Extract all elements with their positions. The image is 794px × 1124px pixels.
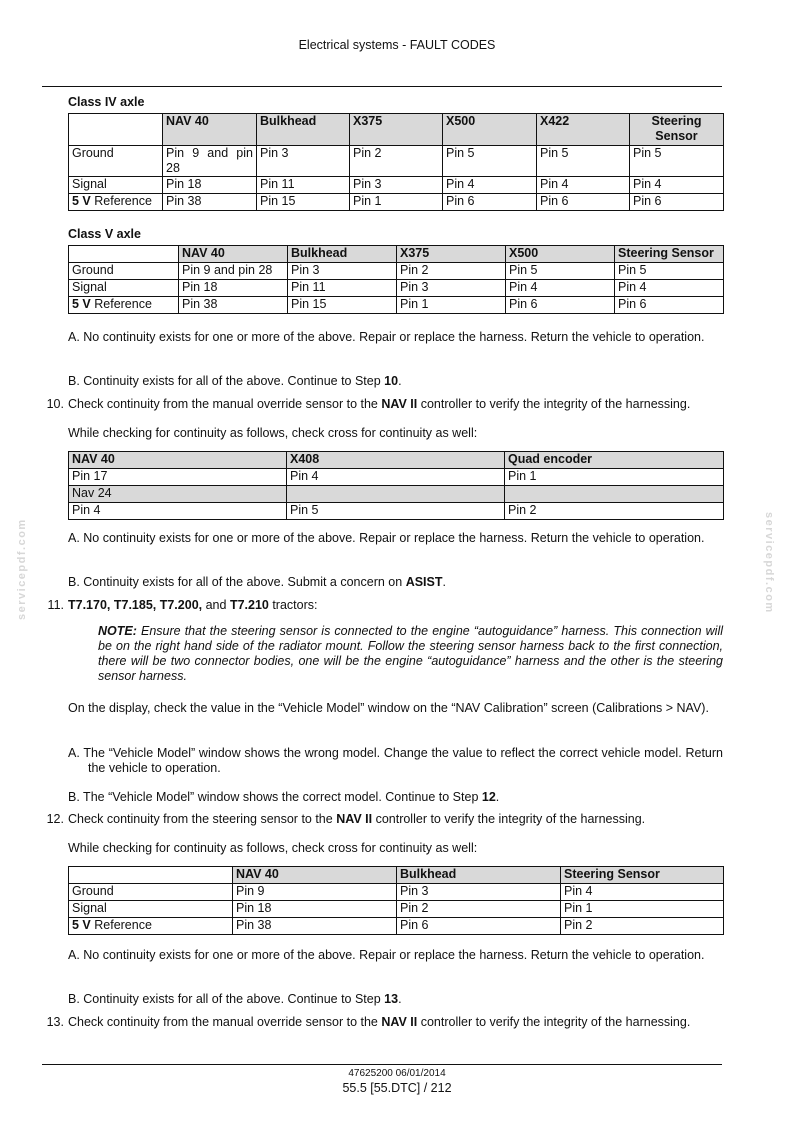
step-text-end: controller to verify the integrity of the harnessing. (372, 812, 646, 826)
table-cell: Pin 2 (561, 918, 724, 935)
table-cell: Pin 9 and pin 28 (179, 263, 288, 280)
row-label (69, 918, 233, 935)
table-header-cell: Steering Sensor (630, 114, 724, 146)
table-cell: Pin 3 (397, 280, 506, 297)
table-cell: Nav 24 (69, 486, 287, 503)
table-cell: Pin 9 (233, 884, 397, 901)
step11-option-b (68, 790, 499, 805)
step-number: 10. (46, 397, 64, 411)
table-row (69, 177, 724, 194)
table-cell: Pin 2 (350, 146, 443, 177)
table-cell: Pin 5 (615, 263, 724, 280)
table-cell: Pin 11 (288, 280, 397, 297)
page-header: Electrical systems - FAULT CODES (298, 38, 496, 52)
step-text-end: tractors: (268, 598, 318, 612)
table-cell: Pin 6 (443, 194, 537, 211)
row-label: Signal (69, 901, 233, 918)
option-text-end: . (442, 575, 446, 589)
table-header-row (69, 114, 724, 146)
table-header-cell: NAV 40 (233, 867, 397, 884)
option-text: B. Continuity exists for all of the above. Submit a concern on (68, 575, 406, 589)
note-label: NOTE: (98, 624, 137, 638)
table-cell: Pin 18 (233, 901, 397, 918)
table-cell: Pin 2 (397, 901, 561, 918)
table-header-cell: NAV 40 (69, 452, 287, 469)
row-label: Ground (69, 146, 163, 177)
row-label-bold: 5 V (72, 194, 91, 208)
table-cell: Pin 18 (163, 177, 257, 194)
table-header-cell: Bulkhead (397, 867, 561, 884)
table-header-cell: Bulkhead (288, 246, 397, 263)
row-label (69, 297, 179, 314)
table-cell: Pin 5 (287, 503, 505, 520)
class-v-table (68, 245, 724, 314)
row-label: Signal (69, 177, 163, 194)
step13-text (68, 1015, 690, 1030)
table-cell: Pin 6 (506, 297, 615, 314)
step-text: Check continuity from the steering sensor to the (68, 812, 337, 826)
table-cell: Pin 15 (288, 297, 397, 314)
table-header-cell: X375 (397, 246, 506, 263)
table-cell: Pin 5 (630, 146, 724, 177)
table-cell: Pin 1 (561, 901, 724, 918)
step11-text (68, 598, 317, 613)
controller-name: NAV II (381, 1015, 418, 1029)
table-cell: Pin 6 (630, 194, 724, 211)
table-cell: Pin 4 (615, 280, 724, 297)
table-cell: Pin 5 (443, 146, 537, 177)
row-label (69, 194, 163, 211)
class-iv-heading: Class IV axle (68, 95, 145, 109)
step-number: 12. (46, 812, 64, 826)
table-cell: Pin 2 (505, 503, 724, 520)
table-header-row (69, 452, 724, 469)
table-header-cell: Bulkhead (257, 114, 350, 146)
table-cell: Pin 5 (506, 263, 615, 280)
table-header-cell: X375 (350, 114, 443, 146)
step11-display: On the display, check the value in the “Vehicle Model” window on the “NAV Calibration” screen (Calibrations > NAV). (68, 701, 709, 715)
watermark-left: servicepdf.com (16, 518, 28, 620)
table-cell: Pin 4 (287, 469, 505, 486)
table-cell: Pin 6 (615, 297, 724, 314)
watermark-right: servicepdf.com (763, 512, 775, 614)
step12-text (68, 812, 645, 827)
controller-name: NAV II (336, 812, 373, 826)
table-row (69, 486, 724, 503)
row-label-bold: 5 V (72, 918, 91, 932)
table-cell: Pin 38 (233, 918, 397, 935)
step10-intro: While checking for continuity as follows, check cross for continuity as well: (68, 426, 478, 440)
table-header-cell: X500 (506, 246, 615, 263)
option-text-end: . (495, 790, 500, 804)
table-cell: Pin 3 (257, 146, 350, 177)
step-reference: 12 (481, 790, 496, 804)
table-cell: Pin 38 (179, 297, 288, 314)
step-text: and (202, 598, 230, 612)
step12-intro: While checking for continuity as follows, check cross for continuity as well: (68, 841, 478, 855)
table-header-cell (69, 867, 233, 884)
table-cell: Pin 38 (163, 194, 257, 211)
table-row (69, 263, 724, 280)
table-header-cell: Steering Sensor (615, 246, 724, 263)
step12-option-a: A. No continuity exists for one or more of the above. Repair or replace the harness. Return the vehicle to operation. (68, 948, 705, 962)
step-number: 13. (46, 1015, 64, 1029)
table-cell: Pin 1 (397, 297, 506, 314)
header-rule (42, 86, 722, 87)
table-cell: Pin 6 (537, 194, 630, 211)
table-header-cell: X422 (537, 114, 630, 146)
controller-name: NAV II (381, 397, 418, 411)
table-row (69, 901, 724, 918)
row-label: Signal (69, 280, 179, 297)
step10-table (68, 451, 724, 520)
step-text-end: controller to verify the integrity of the harnessing. (417, 1015, 691, 1029)
step-text-end: controller to verify the integrity of the harnessing. (417, 397, 691, 411)
table-header-cell (69, 246, 179, 263)
step12-option-b (68, 992, 402, 1007)
table-header-cell: NAV 40 (163, 114, 257, 146)
class-iv-table (68, 113, 724, 211)
table-header-row (69, 246, 724, 263)
table-cell: Pin 1 (350, 194, 443, 211)
system-name: ASIST (405, 575, 443, 589)
table-cell (287, 486, 505, 503)
option-text-end: . (398, 374, 402, 388)
table-cell: Pin 18 (179, 280, 288, 297)
table-header-cell: Steering Sensor (561, 867, 724, 884)
table-row (69, 918, 724, 935)
step10-text (68, 397, 690, 412)
table-header-row (69, 867, 724, 884)
table-row (69, 469, 724, 486)
table-row (69, 194, 724, 211)
table-cell: Pin 3 (350, 177, 443, 194)
table-cell: Pin 15 (257, 194, 350, 211)
footer-doc-number: 47625200 06/01/2014 (348, 1068, 446, 1079)
footer-rule (42, 1064, 722, 1065)
note-text: Ensure that the steering sensor is connected to the engine “autoguidance” harness. This connection will be on the right hand side of the radiator mount. Follow the steering sensor harness back to the first connection, there will be two connector bodies, one will be the engine “autoguidance” harness and the other is the steering sensor harness. (98, 624, 723, 683)
table-header-cell: Quad encoder (505, 452, 724, 469)
table-cell: Pin 4 (443, 177, 537, 194)
table-cell: Pin 3 (288, 263, 397, 280)
option-text: B. Continuity exists for all of the above. Continue to Step (68, 992, 385, 1006)
step10-option-b (68, 575, 446, 590)
step11-option-a: A. The “Vehicle Model” window shows the wrong model. Change the value to reflect the correct vehicle model. Return the vehicle to operation. (68, 746, 723, 775)
option-text: B. The “Vehicle Model” window shows the correct model. Continue to Step (68, 790, 482, 804)
step-reference: 13 (384, 992, 399, 1006)
row-label-bold: 5 V (72, 297, 91, 311)
table-cell: Pin 4 (561, 884, 724, 901)
table-cell: Pin 17 (69, 469, 287, 486)
step10-option-a: A. No continuity exists for one or more of the above. Repair or replace the harness. Return the vehicle to operation. (68, 531, 705, 545)
table-cell: Pin 2 (397, 263, 506, 280)
table-cell: Pin 6 (397, 918, 561, 935)
row-label-rest: Reference (90, 918, 152, 932)
table-cell: Pin 4 (69, 503, 287, 520)
table-row (69, 297, 724, 314)
table-cell: Pin 3 (397, 884, 561, 901)
step-text: Check continuity from the manual override sensor to the (68, 397, 382, 411)
table-cell: Pin 4 (537, 177, 630, 194)
step-text: Check continuity from the manual override sensor to the (68, 1015, 382, 1029)
table-row (69, 280, 724, 297)
row-label-rest: Reference (90, 297, 152, 311)
table-header-cell (69, 114, 163, 146)
step11-note (98, 624, 723, 684)
option-text-end: . (398, 992, 402, 1006)
step-reference: 10 (384, 374, 399, 388)
table-header-cell: NAV 40 (179, 246, 288, 263)
row-label: Ground (69, 263, 179, 280)
model-last: T7.210 (229, 598, 269, 612)
footer-page-number: 55.5 [55.DTC] / 212 (342, 1081, 452, 1095)
row-label: Ground (69, 884, 233, 901)
table-row (69, 884, 724, 901)
step12-table (68, 866, 724, 935)
table-cell: Pin 9 and pin 28 (163, 146, 257, 177)
table-header-cell: X500 (443, 114, 537, 146)
table-row (69, 503, 724, 520)
row-label-rest: Reference (90, 194, 152, 208)
model-list: T7.170, T7.185, T7.200, (68, 598, 203, 612)
step9-option-b (68, 374, 402, 389)
class-v-heading: Class V axle (68, 227, 141, 241)
option-text: B. Continuity exists for all of the above. Continue to Step (68, 374, 385, 388)
table-header-cell: X408 (287, 452, 505, 469)
table-cell (505, 486, 724, 503)
table-cell: Pin 4 (506, 280, 615, 297)
table-cell: Pin 1 (505, 469, 724, 486)
step9-option-a: A. No continuity exists for one or more of the above. Repair or replace the harness. Return the vehicle to operation. (68, 330, 705, 344)
table-cell: Pin 4 (630, 177, 724, 194)
table-cell: Pin 5 (537, 146, 630, 177)
step-number: 11. (47, 598, 64, 612)
table-row (69, 146, 724, 177)
table-cell: Pin 11 (257, 177, 350, 194)
